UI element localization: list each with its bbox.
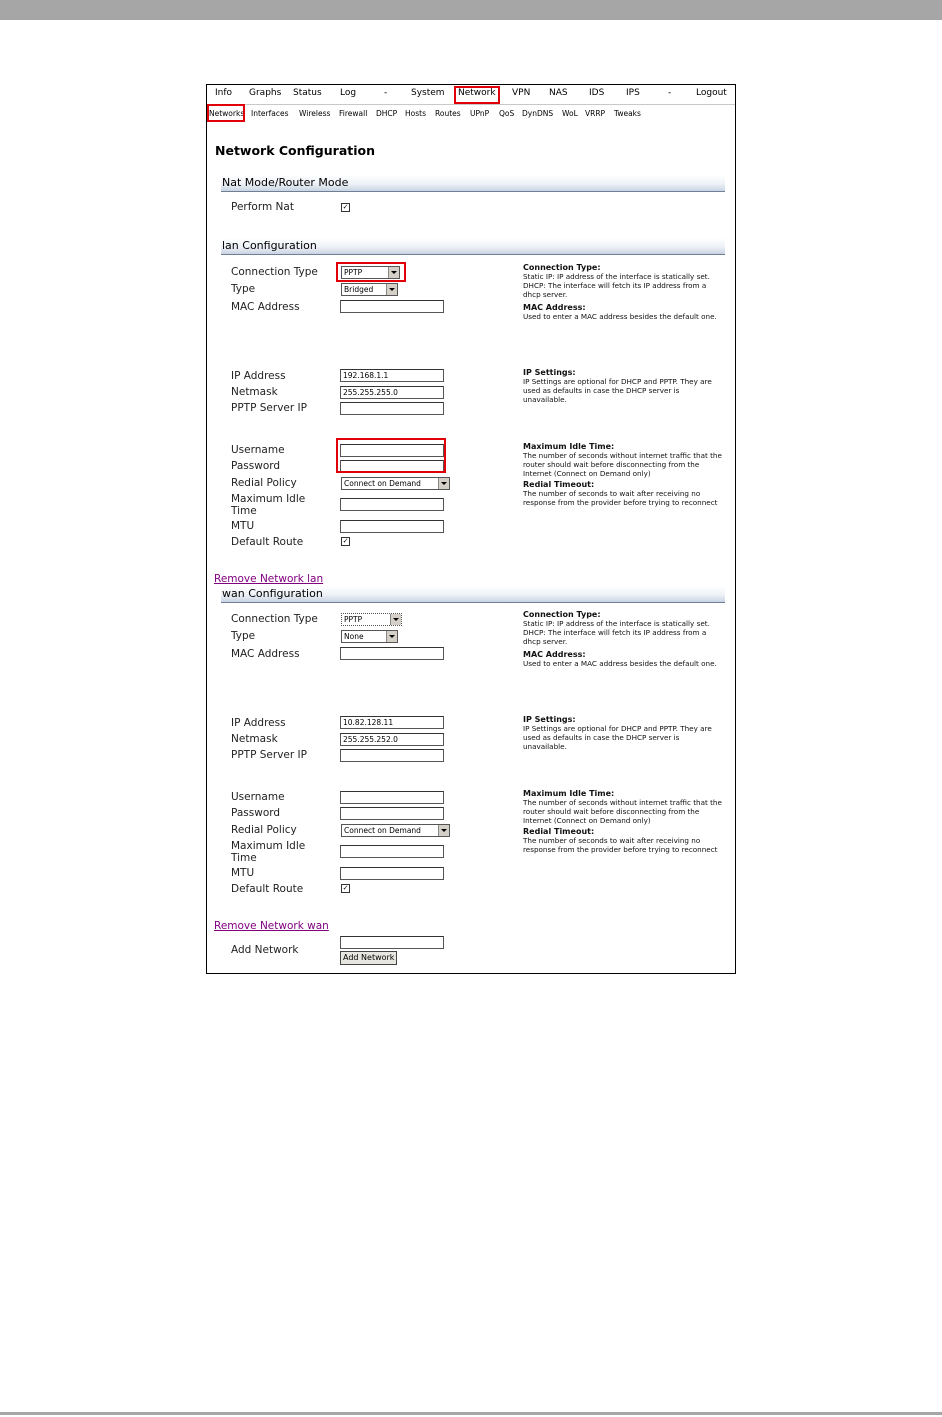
help-idle-title: Maximum Idle Time:	[523, 442, 615, 451]
wan-mtu-input[interactable]	[340, 867, 444, 880]
wan-redial-policy-label: Redial Policy	[231, 824, 297, 836]
lan-ip-address-input[interactable]: 192.168.1.1	[340, 369, 444, 382]
wan-username-input[interactable]	[340, 791, 444, 804]
nav-separator: -	[384, 88, 388, 98]
wan-pptp-server-input[interactable]	[340, 749, 444, 762]
perform-nat-label: Perform Nat	[231, 201, 294, 213]
wan-type-value: None	[344, 632, 364, 641]
lan-section-title: lan Configuration	[222, 239, 317, 252]
lan-help-idle-redial	[523, 442, 723, 508]
subnav-wireless[interactable]: Wireless	[299, 109, 331, 118]
subnav-upnp[interactable]: UPnP	[470, 109, 490, 118]
help-ip-title: IP Settings:	[523, 715, 576, 724]
subnav-wol[interactable]: WoL	[562, 109, 578, 118]
help-idle-title: Maximum Idle Time:	[523, 789, 615, 798]
lan-type-label: Type	[231, 283, 256, 295]
lan-username-label: Username	[231, 444, 285, 456]
nat-section-title: Nat Mode/Router Mode	[222, 176, 349, 189]
lan-redial-policy-select[interactable]	[341, 477, 450, 490]
help-connection-type-text: Static IP: IP address of the interface is statically set. DHCP: The interface will fetch its IP address from a dhcp server.	[523, 272, 710, 299]
wan-section-title: wan Configuration	[222, 587, 323, 600]
lan-section-header	[221, 238, 725, 255]
wan-pptp-server-label: PPTP Server IP	[231, 749, 307, 761]
nav-ids[interactable]: IDS	[589, 88, 605, 98]
nav-graphs[interactable]: Graphs	[249, 88, 282, 98]
lan-type-value: Bridged	[344, 285, 374, 294]
nav-ips[interactable]: IPS	[626, 88, 640, 98]
lan-pptp-server-label: PPTP Server IP	[231, 402, 307, 414]
wan-ip-address-input[interactable]: 10.82.128.11	[340, 716, 444, 729]
nav-separator: -	[668, 88, 672, 98]
add-network-label: Add Network	[231, 944, 299, 956]
wan-help-idle-redial	[523, 789, 723, 855]
help-mac-title: MAC Address:	[523, 303, 586, 313]
lan-max-idle-label: Maximum Idle Time	[231, 493, 306, 517]
wan-mac-address-label: MAC Address	[231, 648, 300, 660]
router-web-ui	[206, 84, 736, 974]
lan-redial-policy-value: Connect on Demand	[344, 479, 421, 488]
wan-password-input[interactable]	[340, 807, 444, 820]
lan-password-label: Password	[231, 460, 281, 472]
lan-connection-type-label: Connection Type	[231, 266, 318, 278]
lan-mac-address-label: MAC Address	[231, 301, 300, 313]
nav-system[interactable]: System	[411, 88, 445, 98]
remove-network-lan-link[interactable]: Remove Network lan	[214, 573, 324, 585]
lan-help-ip	[523, 368, 723, 404]
remove-network-wan-link[interactable]: Remove Network wan	[214, 920, 329, 932]
wan-redial-policy-select[interactable]	[341, 824, 450, 837]
chevron-down-icon	[438, 825, 449, 836]
perform-nat-checkbox[interactable]: ✓	[342, 203, 349, 211]
wan-password-label: Password	[231, 807, 281, 819]
lan-connection-type-value: PPTP	[344, 268, 363, 277]
help-idle-text: The number of seconds without internet traffic that the router should wait before disconnecting from the Internet (Connect on Demand only)	[523, 798, 722, 825]
subnav-dyndns[interactable]: DynDNS	[522, 109, 554, 118]
nav-log[interactable]: Log	[340, 88, 357, 98]
wan-mac-address-input[interactable]	[340, 647, 444, 660]
subnav-hosts[interactable]: Hosts	[405, 109, 426, 118]
wan-connection-type-select[interactable]	[341, 613, 402, 626]
wan-help-connection-mac	[523, 610, 723, 669]
subnav-firewall[interactable]: Firewall	[339, 109, 368, 118]
lan-mtu-label: MTU	[231, 520, 255, 532]
lan-type-select[interactable]	[341, 283, 398, 296]
wan-ip-address-label: IP Address	[231, 717, 286, 729]
help-redial-text: The number of seconds to wait after receiving no response from the provider before trying to reconnect	[523, 489, 718, 508]
nav-status[interactable]: Status	[293, 88, 322, 98]
wan-section-header	[221, 586, 725, 603]
subnav-qos[interactable]: QoS	[499, 109, 515, 118]
help-redial-title: Redial Timeout:	[523, 827, 595, 837]
add-network-button[interactable]: Add Network	[340, 951, 397, 965]
wan-redial-policy-value: Connect on Demand	[344, 826, 421, 835]
highlight-lan-connection-type	[336, 262, 406, 282]
nav-vpn[interactable]: VPN	[512, 88, 531, 98]
help-idle-text: The number of seconds without internet traffic that the router should wait before disconnecting from the Internet (Connect on Demand only)	[523, 451, 722, 478]
wan-connection-type-label: Connection Type	[231, 613, 318, 625]
lan-netmask-input[interactable]: 255.255.255.0	[340, 386, 444, 399]
help-connection-type-title: Connection Type:	[523, 610, 601, 619]
wan-default-route-checkbox[interactable]: ✓	[342, 884, 349, 892]
lan-default-route-label: Default Route	[231, 536, 304, 548]
lan-mtu-input[interactable]	[340, 520, 444, 533]
wan-netmask-input[interactable]: 255.255.252.0	[340, 733, 444, 746]
wan-default-route-label: Default Route	[231, 883, 304, 895]
sub-navigation	[207, 105, 735, 123]
highlight-network-tab	[454, 86, 500, 104]
lan-mac-address-input[interactable]	[340, 300, 444, 313]
chevron-down-icon	[386, 631, 397, 642]
help-mac-text: Used to enter a MAC address besides the default one.	[523, 312, 717, 322]
wan-type-label: Type	[231, 630, 256, 642]
nat-section-header	[221, 175, 725, 192]
wan-max-idle-input[interactable]	[340, 845, 444, 858]
help-ip-title: IP Settings:	[523, 368, 576, 377]
wan-connection-type-value: PPTP	[344, 615, 363, 624]
chevron-down-icon	[390, 614, 401, 625]
subnav-interfaces[interactable]: Interfaces	[251, 109, 289, 118]
help-connection-type-title: Connection Type:	[523, 263, 601, 272]
highlight-lan-credentials	[336, 438, 446, 473]
wan-username-label: Username	[231, 791, 285, 803]
help-ip-text: IP Settings are optional for DHCP and PPTP. They are used as defaults in case the DHCP server is unavailable.	[523, 724, 712, 751]
help-redial-text: The number of seconds to wait after receiving no response from the provider before trying to reconnect	[523, 836, 718, 855]
help-mac-title: MAC Address:	[523, 650, 586, 660]
help-mac-text: Used to enter a MAC address besides the default one.	[523, 659, 717, 669]
nav-info[interactable]: Info	[215, 88, 233, 98]
document-footer-bar	[0, 1412, 942, 1415]
lan-help-connection-mac	[523, 263, 723, 322]
chevron-down-icon	[438, 478, 449, 489]
subnav-dhcp[interactable]: DHCP	[376, 109, 398, 118]
nav-nas[interactable]: NAS	[549, 88, 568, 98]
wan-type-select[interactable]	[341, 630, 398, 643]
subnav-tweaks[interactable]: Tweaks	[614, 109, 641, 118]
chevron-down-icon	[386, 284, 397, 295]
lan-redial-policy-label: Redial Policy	[231, 477, 297, 489]
help-connection-type-text: Static IP: IP address of the interface is statically set. DHCP: The interface will fetch its IP address from a dhcp server.	[523, 619, 710, 646]
subnav-routes[interactable]: Routes	[435, 109, 461, 118]
lan-pptp-server-input[interactable]	[340, 402, 444, 415]
lan-ip-address-label: IP Address	[231, 370, 286, 382]
wan-max-idle-label: Maximum Idle Time	[231, 840, 306, 864]
wan-netmask-label: Netmask	[231, 733, 278, 745]
lan-max-idle-input[interactable]	[340, 498, 444, 511]
wan-mtu-label: MTU	[231, 867, 255, 879]
page-title: Network Configuration	[215, 143, 375, 158]
nav-network[interactable]: Network	[458, 88, 496, 98]
wan-help-ip	[523, 715, 723, 751]
subnav-networks[interactable]: Networks	[209, 109, 245, 118]
nav-logout[interactable]: Logout	[696, 88, 727, 98]
add-network-input[interactable]	[340, 936, 444, 949]
help-redial-title: Redial Timeout:	[523, 480, 595, 490]
highlight-networks-subtab	[207, 104, 245, 122]
document-header-bar	[0, 0, 942, 20]
lan-netmask-label: Netmask	[231, 386, 278, 398]
lan-default-route-checkbox[interactable]: ✓	[342, 537, 349, 545]
help-ip-text: IP Settings are optional for DHCP and PPTP. They are used as defaults in case the DHCP server is unavailable.	[523, 377, 712, 404]
subnav-vrrp[interactable]: VRRP	[585, 109, 606, 118]
